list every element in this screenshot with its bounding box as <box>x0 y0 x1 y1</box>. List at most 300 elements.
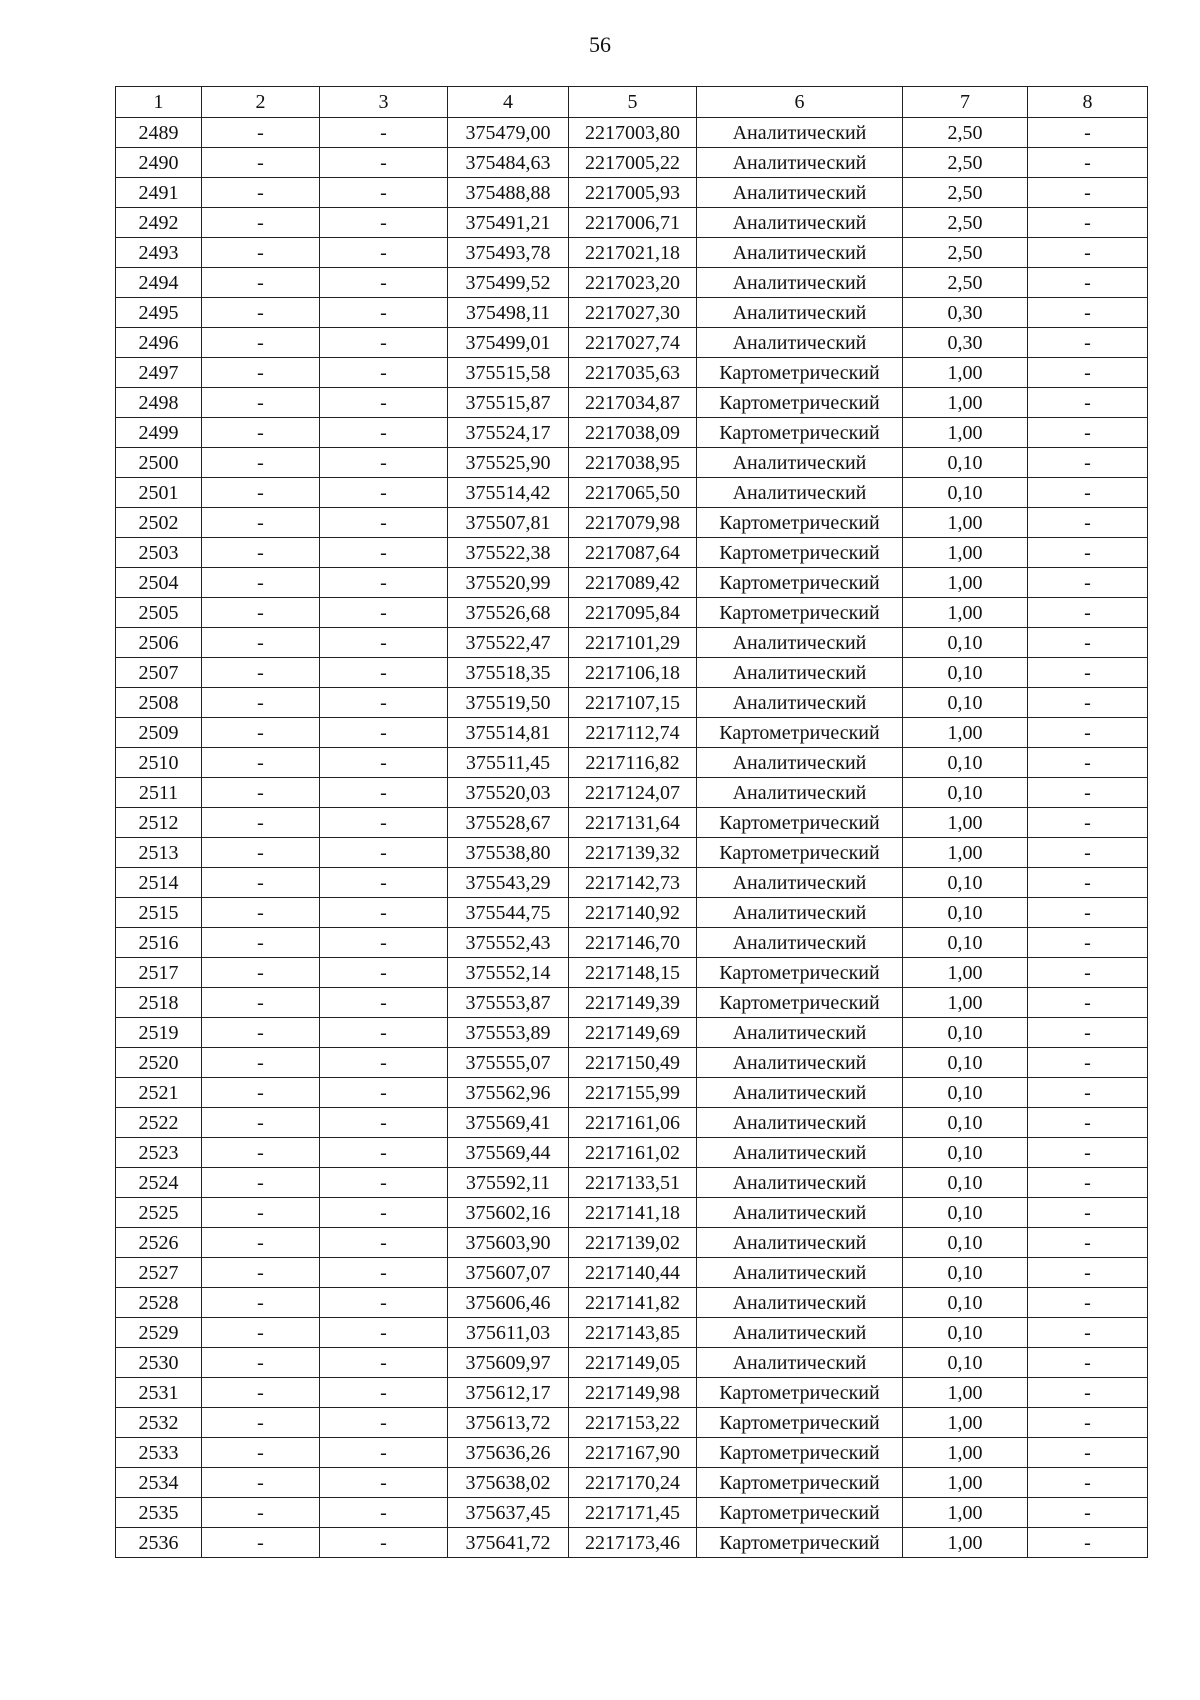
method-cell: Картометрический <box>697 988 903 1018</box>
table-row <box>116 388 1148 418</box>
method-cell: Аналитический <box>697 658 903 688</box>
y-coordinate-cell: 2217038,09 <box>569 418 697 448</box>
col8-cell: - <box>1028 1288 1148 1318</box>
col3-cell: - <box>320 118 448 148</box>
col8-cell: - <box>1028 118 1148 148</box>
x-coordinate-cell: 375603,90 <box>448 1228 569 1258</box>
accuracy-cell: 0,30 <box>903 298 1028 328</box>
y-coordinate-cell: 2217116,82 <box>569 748 697 778</box>
point-number-cell: 2509 <box>116 718 202 748</box>
method-cell: Аналитический <box>697 1108 903 1138</box>
y-coordinate-cell: 2217005,22 <box>569 148 697 178</box>
table-row <box>116 628 1148 658</box>
point-number-cell: 2519 <box>116 1018 202 1048</box>
y-coordinate-cell: 2217139,02 <box>569 1228 697 1258</box>
col3-cell: - <box>320 268 448 298</box>
col8-cell: - <box>1028 628 1148 658</box>
method-cell: Картометрический <box>697 1468 903 1498</box>
coordinates-table <box>115 86 1148 1558</box>
y-coordinate-cell: 2217006,71 <box>569 208 697 238</box>
col8-cell: - <box>1028 778 1148 808</box>
table-row <box>116 958 1148 988</box>
col2-cell: - <box>202 718 320 748</box>
col8-cell: - <box>1028 898 1148 928</box>
method-cell: Картометрический <box>697 718 903 748</box>
method-cell: Аналитический <box>697 748 903 778</box>
accuracy-cell: 0,10 <box>903 748 1028 778</box>
accuracy-cell: 0,10 <box>903 448 1028 478</box>
point-number-cell: 2516 <box>116 928 202 958</box>
x-coordinate-cell: 375592,11 <box>448 1168 569 1198</box>
col2-cell: - <box>202 538 320 568</box>
column-header: 1 <box>116 87 202 118</box>
accuracy-cell: 1,00 <box>903 958 1028 988</box>
point-number-cell: 2518 <box>116 988 202 1018</box>
col2-cell: - <box>202 688 320 718</box>
column-header: 3 <box>320 87 448 118</box>
point-number-cell: 2491 <box>116 178 202 208</box>
col3-cell: - <box>320 658 448 688</box>
table-row <box>116 328 1148 358</box>
accuracy-cell: 0,30 <box>903 328 1028 358</box>
column-header: 8 <box>1028 87 1148 118</box>
col3-cell: - <box>320 778 448 808</box>
col8-cell: - <box>1028 1048 1148 1078</box>
col3-cell: - <box>320 868 448 898</box>
col8-cell: - <box>1028 1348 1148 1378</box>
col8-cell: - <box>1028 838 1148 868</box>
x-coordinate-cell: 375522,47 <box>448 628 569 658</box>
y-coordinate-cell: 2217133,51 <box>569 1168 697 1198</box>
col3-cell: - <box>320 628 448 658</box>
table-row <box>116 868 1148 898</box>
point-number-cell: 2497 <box>116 358 202 388</box>
accuracy-cell: 1,00 <box>903 388 1028 418</box>
x-coordinate-cell: 375511,45 <box>448 748 569 778</box>
accuracy-cell: 1,00 <box>903 808 1028 838</box>
method-cell: Картометрический <box>697 418 903 448</box>
point-number-cell: 2499 <box>116 418 202 448</box>
x-coordinate-cell: 375528,67 <box>448 808 569 838</box>
table-row <box>116 898 1148 928</box>
x-coordinate-cell: 375479,00 <box>448 118 569 148</box>
accuracy-cell: 1,00 <box>903 508 1028 538</box>
table-row <box>116 1168 1148 1198</box>
col3-cell: - <box>320 1348 448 1378</box>
col8-cell: - <box>1028 1018 1148 1048</box>
accuracy-cell: 0,10 <box>903 1198 1028 1228</box>
table-row <box>116 1108 1148 1138</box>
col8-cell: - <box>1028 208 1148 238</box>
y-coordinate-cell: 2217089,42 <box>569 568 697 598</box>
col2-cell: - <box>202 1318 320 1348</box>
method-cell: Аналитический <box>697 1198 903 1228</box>
col3-cell: - <box>320 1288 448 1318</box>
col8-cell: - <box>1028 808 1148 838</box>
method-cell: Картометрический <box>697 808 903 838</box>
x-coordinate-cell: 375520,99 <box>448 568 569 598</box>
method-cell: Аналитический <box>697 178 903 208</box>
y-coordinate-cell: 2217161,06 <box>569 1108 697 1138</box>
y-coordinate-cell: 2217155,99 <box>569 1078 697 1108</box>
x-coordinate-cell: 375553,87 <box>448 988 569 1018</box>
point-number-cell: 2489 <box>116 118 202 148</box>
point-number-cell: 2521 <box>116 1078 202 1108</box>
point-number-cell: 2515 <box>116 898 202 928</box>
x-coordinate-cell: 375499,01 <box>448 328 569 358</box>
table-row <box>116 718 1148 748</box>
accuracy-cell: 0,10 <box>903 1018 1028 1048</box>
col3-cell: - <box>320 208 448 238</box>
table-row <box>116 928 1148 958</box>
method-cell: Аналитический <box>697 298 903 328</box>
col8-cell: - <box>1028 178 1148 208</box>
column-header: 7 <box>903 87 1028 118</box>
col3-cell: - <box>320 598 448 628</box>
y-coordinate-cell: 2217140,44 <box>569 1258 697 1288</box>
col3-cell: - <box>320 388 448 418</box>
table-row <box>116 238 1148 268</box>
y-coordinate-cell: 2217112,74 <box>569 718 697 748</box>
col3-cell: - <box>320 1318 448 1348</box>
table-row <box>116 418 1148 448</box>
col3-cell: - <box>320 898 448 928</box>
col8-cell: - <box>1028 1378 1148 1408</box>
method-cell: Картометрический <box>697 1498 903 1528</box>
table-row <box>116 478 1148 508</box>
accuracy-cell: 1,00 <box>903 1408 1028 1438</box>
col3-cell: - <box>320 1498 448 1528</box>
table-row <box>116 1048 1148 1078</box>
col3-cell: - <box>320 508 448 538</box>
col2-cell: - <box>202 448 320 478</box>
method-cell: Аналитический <box>697 118 903 148</box>
col8-cell: - <box>1028 1078 1148 1108</box>
y-coordinate-cell: 2217148,15 <box>569 958 697 988</box>
col2-cell: - <box>202 118 320 148</box>
point-number-cell: 2495 <box>116 298 202 328</box>
col3-cell: - <box>320 748 448 778</box>
x-coordinate-cell: 375525,90 <box>448 448 569 478</box>
method-cell: Аналитический <box>697 238 903 268</box>
y-coordinate-cell: 2217101,29 <box>569 628 697 658</box>
col8-cell: - <box>1028 1498 1148 1528</box>
y-coordinate-cell: 2217139,32 <box>569 838 697 868</box>
y-coordinate-cell: 2217027,74 <box>569 328 697 358</box>
col3-cell: - <box>320 958 448 988</box>
point-number-cell: 2524 <box>116 1168 202 1198</box>
col8-cell: - <box>1028 448 1148 478</box>
table-row <box>116 538 1148 568</box>
table-row <box>116 598 1148 628</box>
point-number-cell: 2520 <box>116 1048 202 1078</box>
accuracy-cell: 2,50 <box>903 268 1028 298</box>
col2-cell: - <box>202 958 320 988</box>
y-coordinate-cell: 2217027,30 <box>569 298 697 328</box>
accuracy-cell: 2,50 <box>903 178 1028 208</box>
point-number-cell: 2535 <box>116 1498 202 1528</box>
x-coordinate-cell: 375499,52 <box>448 268 569 298</box>
method-cell: Картометрический <box>697 838 903 868</box>
method-cell: Картометрический <box>697 1438 903 1468</box>
col8-cell: - <box>1028 1198 1148 1228</box>
col8-cell: - <box>1028 418 1148 448</box>
x-coordinate-cell: 375515,58 <box>448 358 569 388</box>
col8-cell: - <box>1028 868 1148 898</box>
y-coordinate-cell: 2217107,15 <box>569 688 697 718</box>
method-cell: Аналитический <box>697 868 903 898</box>
y-coordinate-cell: 2217149,39 <box>569 988 697 1018</box>
col2-cell: - <box>202 1108 320 1138</box>
col2-cell: - <box>202 418 320 448</box>
col2-cell: - <box>202 478 320 508</box>
col2-cell: - <box>202 1348 320 1378</box>
y-coordinate-cell: 2217038,95 <box>569 448 697 478</box>
method-cell: Картометрический <box>697 598 903 628</box>
x-coordinate-cell: 375488,88 <box>448 178 569 208</box>
col2-cell: - <box>202 1408 320 1438</box>
y-coordinate-cell: 2217087,64 <box>569 538 697 568</box>
col3-cell: - <box>320 1108 448 1138</box>
col8-cell: - <box>1028 238 1148 268</box>
col8-cell: - <box>1028 1138 1148 1168</box>
column-header: 2 <box>202 87 320 118</box>
point-number-cell: 2498 <box>116 388 202 418</box>
y-coordinate-cell: 2217021,18 <box>569 238 697 268</box>
col8-cell: - <box>1028 1258 1148 1288</box>
method-cell: Аналитический <box>697 1048 903 1078</box>
col2-cell: - <box>202 1228 320 1258</box>
method-cell: Аналитический <box>697 148 903 178</box>
col2-cell: - <box>202 898 320 928</box>
point-number-cell: 2492 <box>116 208 202 238</box>
col2-cell: - <box>202 1048 320 1078</box>
x-coordinate-cell: 375552,43 <box>448 928 569 958</box>
point-number-cell: 2528 <box>116 1288 202 1318</box>
table-row <box>116 358 1148 388</box>
col2-cell: - <box>202 208 320 238</box>
method-cell: Картометрический <box>697 1408 903 1438</box>
column-header: 4 <box>448 87 569 118</box>
col8-cell: - <box>1028 748 1148 778</box>
y-coordinate-cell: 2217034,87 <box>569 388 697 418</box>
x-coordinate-cell: 375543,29 <box>448 868 569 898</box>
x-coordinate-cell: 375569,44 <box>448 1138 569 1168</box>
x-coordinate-cell: 375613,72 <box>448 1408 569 1438</box>
col2-cell: - <box>202 298 320 328</box>
method-cell: Аналитический <box>697 448 903 478</box>
point-number-cell: 2529 <box>116 1318 202 1348</box>
col3-cell: - <box>320 838 448 868</box>
point-number-cell: 2517 <box>116 958 202 988</box>
y-coordinate-cell: 2217149,98 <box>569 1378 697 1408</box>
col2-cell: - <box>202 1258 320 1288</box>
table-row <box>116 808 1148 838</box>
x-coordinate-cell: 375544,75 <box>448 898 569 928</box>
table-row <box>116 778 1148 808</box>
point-number-cell: 2493 <box>116 238 202 268</box>
point-number-cell: 2511 <box>116 778 202 808</box>
accuracy-cell: 0,10 <box>903 1228 1028 1258</box>
table-header-row <box>116 87 1148 118</box>
col8-cell: - <box>1028 358 1148 388</box>
col3-cell: - <box>320 148 448 178</box>
point-number-cell: 2514 <box>116 868 202 898</box>
point-number-cell: 2527 <box>116 1258 202 1288</box>
table-row <box>116 1528 1148 1558</box>
table-row <box>116 1258 1148 1288</box>
accuracy-cell: 1,00 <box>903 1498 1028 1528</box>
method-cell: Картометрический <box>697 958 903 988</box>
y-coordinate-cell: 2217142,73 <box>569 868 697 898</box>
col8-cell: - <box>1028 1168 1148 1198</box>
accuracy-cell: 0,10 <box>903 1138 1028 1168</box>
col2-cell: - <box>202 838 320 868</box>
x-coordinate-cell: 375515,87 <box>448 388 569 418</box>
method-cell: Аналитический <box>697 1018 903 1048</box>
method-cell: Аналитический <box>697 628 903 658</box>
col8-cell: - <box>1028 478 1148 508</box>
x-coordinate-cell: 375491,21 <box>448 208 569 238</box>
x-coordinate-cell: 375507,81 <box>448 508 569 538</box>
x-coordinate-cell: 375638,02 <box>448 1468 569 1498</box>
x-coordinate-cell: 375606,46 <box>448 1288 569 1318</box>
y-coordinate-cell: 2217035,63 <box>569 358 697 388</box>
col3-cell: - <box>320 418 448 448</box>
col2-cell: - <box>202 358 320 388</box>
table-row <box>116 1078 1148 1108</box>
table-row <box>116 298 1148 328</box>
y-coordinate-cell: 2217106,18 <box>569 658 697 688</box>
table-row <box>116 178 1148 208</box>
y-coordinate-cell: 2217149,69 <box>569 1018 697 1048</box>
method-cell: Аналитический <box>697 688 903 718</box>
table-row <box>116 1138 1148 1168</box>
col3-cell: - <box>320 298 448 328</box>
method-cell: Картометрический <box>697 388 903 418</box>
accuracy-cell: 0,10 <box>903 1168 1028 1198</box>
x-coordinate-cell: 375498,11 <box>448 298 569 328</box>
method-cell: Аналитический <box>697 208 903 238</box>
table-body <box>116 118 1148 1558</box>
y-coordinate-cell: 2217005,93 <box>569 178 697 208</box>
table-row <box>116 148 1148 178</box>
col2-cell: - <box>202 808 320 838</box>
accuracy-cell: 1,00 <box>903 1378 1028 1408</box>
col8-cell: - <box>1028 148 1148 178</box>
y-coordinate-cell: 2217140,92 <box>569 898 697 928</box>
point-number-cell: 2522 <box>116 1108 202 1138</box>
y-coordinate-cell: 2217095,84 <box>569 598 697 628</box>
col3-cell: - <box>320 448 448 478</box>
table-row <box>116 1498 1148 1528</box>
method-cell: Аналитический <box>697 1228 903 1258</box>
col8-cell: - <box>1028 298 1148 328</box>
col2-cell: - <box>202 928 320 958</box>
method-cell: Аналитический <box>697 328 903 358</box>
col8-cell: - <box>1028 658 1148 688</box>
point-number-cell: 2507 <box>116 658 202 688</box>
point-number-cell: 2513 <box>116 838 202 868</box>
point-number-cell: 2490 <box>116 148 202 178</box>
col2-cell: - <box>202 748 320 778</box>
accuracy-cell: 1,00 <box>903 1438 1028 1468</box>
x-coordinate-cell: 375522,38 <box>448 538 569 568</box>
col2-cell: - <box>202 1528 320 1558</box>
accuracy-cell: 0,10 <box>903 658 1028 688</box>
point-number-cell: 2534 <box>116 1468 202 1498</box>
y-coordinate-cell: 2217153,22 <box>569 1408 697 1438</box>
table-row <box>116 118 1148 148</box>
accuracy-cell: 0,10 <box>903 628 1028 658</box>
col2-cell: - <box>202 628 320 658</box>
y-coordinate-cell: 2217146,70 <box>569 928 697 958</box>
y-coordinate-cell: 2217161,02 <box>569 1138 697 1168</box>
point-number-cell: 2530 <box>116 1348 202 1378</box>
accuracy-cell: 1,00 <box>903 538 1028 568</box>
accuracy-cell: 0,10 <box>903 1258 1028 1288</box>
y-coordinate-cell: 2217003,80 <box>569 118 697 148</box>
accuracy-cell: 2,50 <box>903 238 1028 268</box>
method-cell: Аналитический <box>697 1318 903 1348</box>
x-coordinate-cell: 375514,81 <box>448 718 569 748</box>
col8-cell: - <box>1028 1528 1148 1558</box>
x-coordinate-cell: 375611,03 <box>448 1318 569 1348</box>
point-number-cell: 2506 <box>116 628 202 658</box>
col3-cell: - <box>320 808 448 838</box>
col3-cell: - <box>320 688 448 718</box>
y-coordinate-cell: 2217143,85 <box>569 1318 697 1348</box>
col8-cell: - <box>1028 1318 1148 1348</box>
col8-cell: - <box>1028 928 1148 958</box>
accuracy-cell: 1,00 <box>903 1528 1028 1558</box>
method-cell: Аналитический <box>697 928 903 958</box>
table-row <box>116 688 1148 718</box>
method-cell: Картометрический <box>697 538 903 568</box>
point-number-cell: 2500 <box>116 448 202 478</box>
table-row <box>116 1198 1148 1228</box>
col3-cell: - <box>320 478 448 508</box>
method-cell: Аналитический <box>697 778 903 808</box>
col3-cell: - <box>320 538 448 568</box>
col3-cell: - <box>320 1228 448 1258</box>
col2-cell: - <box>202 868 320 898</box>
point-number-cell: 2505 <box>116 598 202 628</box>
col2-cell: - <box>202 238 320 268</box>
accuracy-cell: 1,00 <box>903 568 1028 598</box>
x-coordinate-cell: 375553,89 <box>448 1018 569 1048</box>
accuracy-cell: 0,10 <box>903 778 1028 808</box>
x-coordinate-cell: 375602,16 <box>448 1198 569 1228</box>
accuracy-cell: 0,10 <box>903 1348 1028 1378</box>
method-cell: Аналитический <box>697 268 903 298</box>
y-coordinate-cell: 2217124,07 <box>569 778 697 808</box>
col3-cell: - <box>320 238 448 268</box>
col2-cell: - <box>202 1378 320 1408</box>
table-row <box>116 988 1148 1018</box>
col2-cell: - <box>202 328 320 358</box>
col3-cell: - <box>320 178 448 208</box>
col8-cell: - <box>1028 568 1148 598</box>
x-coordinate-cell: 375636,26 <box>448 1438 569 1468</box>
point-number-cell: 2496 <box>116 328 202 358</box>
x-coordinate-cell: 375493,78 <box>448 238 569 268</box>
col8-cell: - <box>1028 988 1148 1018</box>
col2-cell: - <box>202 148 320 178</box>
x-coordinate-cell: 375484,63 <box>448 148 569 178</box>
method-cell: Аналитический <box>697 1348 903 1378</box>
col2-cell: - <box>202 1018 320 1048</box>
